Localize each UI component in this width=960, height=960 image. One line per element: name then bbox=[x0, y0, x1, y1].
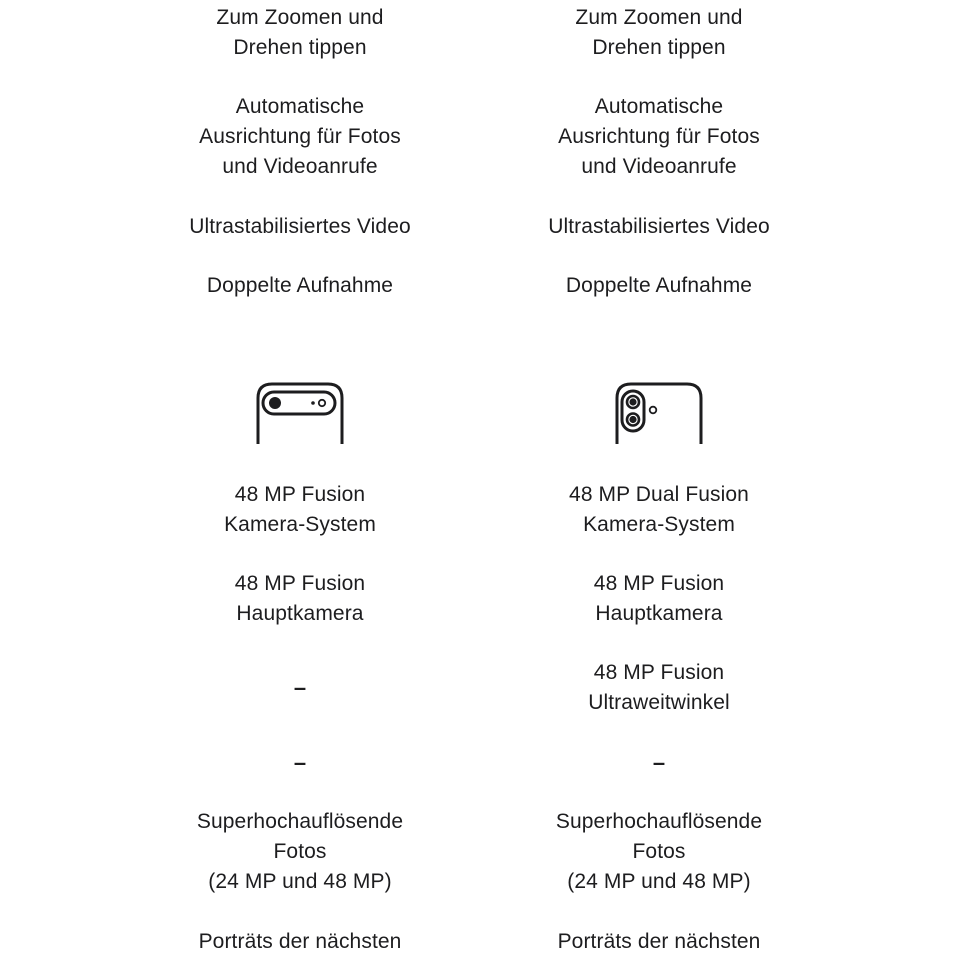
main-camera: 48 MP Fusion Hauptkamera bbox=[593, 572, 725, 625]
portraits-feature: Porträts der nächsten bbox=[198, 930, 402, 953]
horizontal-camera-bar-icon bbox=[254, 382, 346, 446]
stabilization-feature: Ultrastabilisiertes Video bbox=[548, 215, 770, 238]
zoom-feature: Zum Zoomen und Drehen tippen bbox=[216, 6, 384, 59]
ultrawide-camera: – bbox=[293, 675, 307, 700]
stabilization-feature: Ultrastabilisiertes Video bbox=[189, 215, 411, 238]
camera-system: 48 MP Fusion Kamera-System bbox=[224, 483, 376, 536]
superres-photos: Superhochauflösende Fotos (24 MP und 48 MP) bbox=[555, 810, 763, 893]
ultrawide-camera: 48 MP Fusion Ultraweitwinkel bbox=[588, 661, 730, 714]
vertical-dual-camera-icon bbox=[613, 382, 705, 446]
zoom-feature: Zum Zoomen und Drehen tippen bbox=[575, 6, 743, 59]
orientation-feature: Automatische Ausrichtung für Fotos und Videoanrufe bbox=[558, 95, 760, 178]
telephoto-camera: – bbox=[293, 750, 307, 775]
dual-capture-feature: Doppelte Aufnahme bbox=[206, 274, 394, 297]
portraits-feature: Porträts der nächsten bbox=[557, 930, 761, 953]
camera-system: 48 MP Dual Fusion Kamera-System bbox=[569, 483, 749, 536]
superres-photos: Superhochauflösende Fotos (24 MP und 48 MP) bbox=[196, 810, 404, 893]
orientation-feature: Automatische Ausrichtung für Fotos und Videoanrufe bbox=[199, 95, 401, 178]
telephoto-camera: – bbox=[652, 750, 666, 775]
dual-capture-feature: Doppelte Aufnahme bbox=[565, 274, 753, 297]
main-camera: 48 MP Fusion Hauptkamera bbox=[234, 572, 366, 625]
